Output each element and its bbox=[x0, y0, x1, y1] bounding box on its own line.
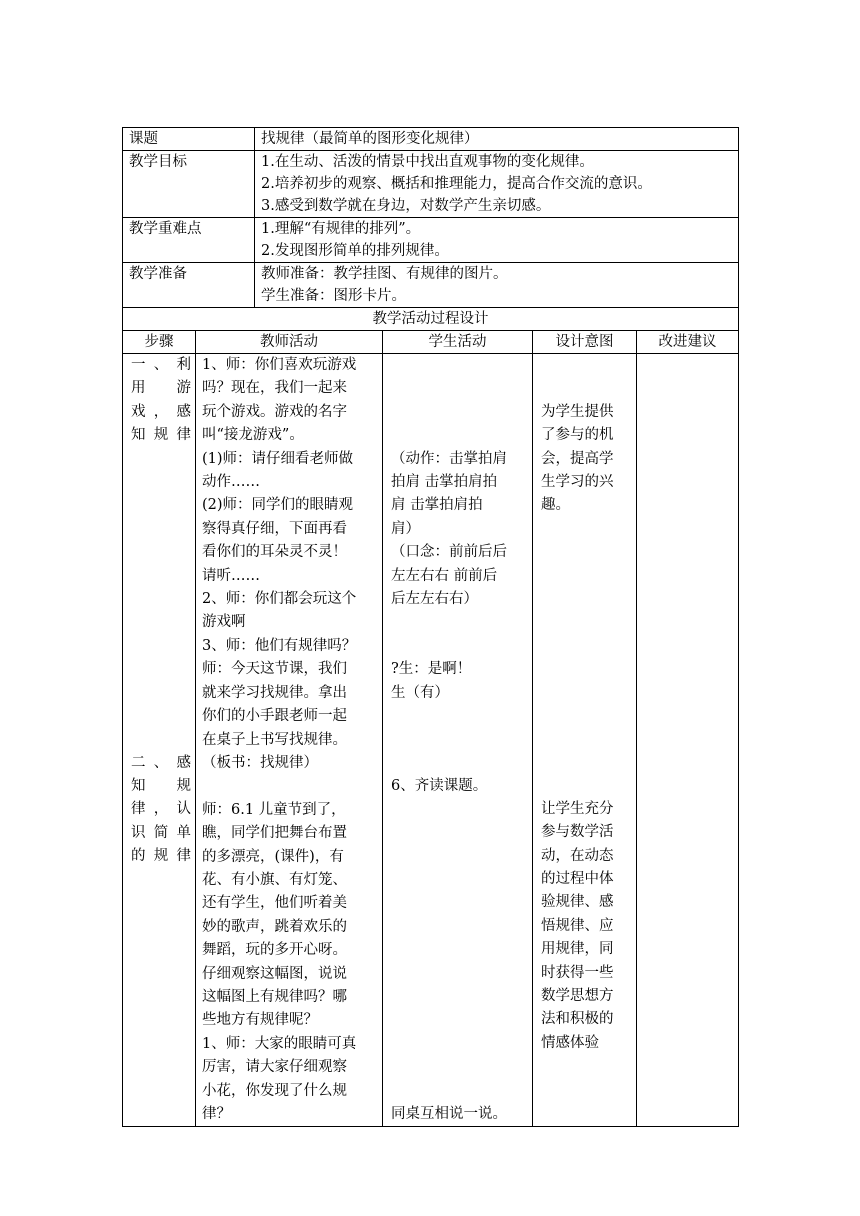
key-row bbox=[123, 218, 739, 263]
process-title: 教学活动过程设计 bbox=[123, 308, 739, 331]
student-cell bbox=[383, 354, 533, 1127]
header-intent: 设计意图 bbox=[533, 331, 637, 354]
prep-label: 教学准备 bbox=[123, 263, 255, 308]
teacher-line: 1、师：你们喜欢玩游戏 bbox=[202, 357, 357, 373]
student-line: ?生：是啊！ bbox=[391, 661, 472, 678]
teacher-line: 厉害，请大家仔细观察 bbox=[202, 1059, 347, 1076]
prep-item: 学生准备：图形卡片。 bbox=[261, 288, 406, 304]
teacher-line: 察得真仔细，下面再看 bbox=[202, 520, 347, 537]
teacher-line: 动作…… bbox=[202, 474, 260, 491]
key-label: 教学重难点 bbox=[123, 218, 255, 263]
topic-value: 找规律（最简单的图形变化规律） bbox=[255, 128, 739, 151]
teacher-line: 3、师：他们有规律吗？ bbox=[202, 637, 357, 654]
key-cell bbox=[255, 218, 739, 263]
teacher-line: (2)师：同学们的眼睛观 bbox=[202, 497, 354, 514]
header-teacher: 教师活动 bbox=[196, 331, 383, 354]
student-line: 肩 击掌拍肩拍 bbox=[391, 497, 483, 514]
teacher-line: 玩个游戏。游戏的名字 bbox=[202, 403, 347, 420]
teacher-line: 小花，你发现了什么规 bbox=[202, 1082, 347, 1099]
intent-line: 趣。 bbox=[541, 497, 570, 514]
teacher-line: 1、师：大家的眼睛可真 bbox=[202, 1035, 357, 1052]
teacher-line: 律？ bbox=[202, 1105, 231, 1122]
student-line: 6、齐读课题。 bbox=[391, 778, 488, 795]
student-line: （动作：击掌拍肩 bbox=[391, 450, 507, 467]
intent-line: 情感体验 bbox=[541, 1034, 599, 1051]
intent-line: 生学习的兴 bbox=[541, 474, 614, 490]
goals-row bbox=[123, 151, 739, 218]
goal-item: 2.培养初步的观察、概括和推理能力，提高合作交流的意识。 bbox=[261, 176, 652, 192]
teacher-line: 妙的歌声，跳着欢乐的 bbox=[202, 918, 347, 935]
prep-item: 教师准备：教学挂图、有规律的图片。 bbox=[261, 266, 508, 282]
step-line: 戏，感 bbox=[131, 403, 191, 420]
teacher-line: 你们的小手跟老师一起 bbox=[202, 708, 347, 725]
step-line: 二、感 bbox=[131, 754, 191, 771]
teacher-line: 还有学生，他们听着美 bbox=[202, 895, 347, 912]
teacher-line: 仔细观察这幅图，说说 bbox=[202, 965, 347, 982]
goal-item: 1.在生动、活泼的情景中找出直观事物的变化规律。 bbox=[261, 154, 594, 170]
teacher-line: 吗？现在，我们一起来 bbox=[202, 380, 347, 397]
intent-line: 为学生提供 bbox=[541, 403, 614, 420]
student-line: 左左右右 前前后 bbox=[391, 567, 498, 584]
teacher-line: 游戏啊 bbox=[202, 614, 246, 631]
step-line: 律，认 bbox=[131, 801, 191, 818]
header-step: 步骤 bbox=[123, 331, 196, 354]
teacher-line: 师：6.1 儿童节到了， bbox=[202, 801, 346, 818]
teacher-line: 这幅图上有规律吗？哪 bbox=[202, 988, 347, 1005]
teacher-line: 的多漂亮，(课件)，有 bbox=[202, 848, 344, 865]
prep-row bbox=[123, 263, 739, 308]
teacher-line: 些地方有规律呢？ bbox=[202, 1012, 318, 1029]
teacher-line: （板书：找规律） bbox=[202, 754, 318, 771]
suggest-cell bbox=[637, 354, 739, 1127]
teacher-line: 请听…… bbox=[202, 567, 260, 584]
student-line: 后左左右右） bbox=[391, 591, 478, 608]
teacher-line: 师：今天这节课，我们 bbox=[202, 661, 347, 678]
intent-line: 了参与的机 bbox=[541, 427, 614, 444]
step-line: 用 游 bbox=[131, 380, 191, 397]
intent-line: 参与数学活 bbox=[541, 824, 614, 841]
teacher-line: 瞧，同学们把舞台布置 bbox=[202, 825, 347, 842]
intent-line: 让学生充分 bbox=[541, 800, 614, 817]
step-line: 识简单 bbox=[131, 824, 191, 841]
intent-line: 会，提高学 bbox=[541, 450, 614, 467]
teacher-line: 花、有小旗、有灯笼、 bbox=[202, 871, 347, 888]
student-line: （口念：前前后后 bbox=[391, 544, 507, 561]
step-line: 一、利 bbox=[131, 357, 191, 373]
header-student: 学生活动 bbox=[383, 331, 533, 354]
topic-label: 课题 bbox=[123, 128, 255, 151]
teacher-line: 舞蹈，玩的多开心呀。 bbox=[202, 942, 347, 959]
teacher-line: 就来学习找规律。拿出 bbox=[202, 684, 347, 701]
intent-line: 的过程中体 bbox=[541, 871, 614, 888]
topic-row bbox=[123, 128, 739, 151]
step-line: 知规律 bbox=[131, 427, 191, 444]
step-line: 的规律 bbox=[131, 848, 191, 865]
lesson-table bbox=[122, 127, 739, 1127]
intent-line: 时获得一些 bbox=[541, 964, 614, 981]
process-body-row bbox=[123, 354, 739, 1127]
teacher-line: 看你们的耳朵灵不灵！ bbox=[202, 544, 347, 561]
student-line: 同桌互相说一说。 bbox=[391, 1105, 507, 1122]
intent-line: 动，在动态 bbox=[541, 847, 614, 864]
student-line: 生（有） bbox=[391, 684, 449, 701]
header-suggest: 改进建议 bbox=[637, 331, 739, 354]
process-title-row bbox=[123, 308, 739, 331]
key-item: 2.发现图形简单的排列规律。 bbox=[261, 243, 449, 259]
teacher-line: 叫“接龙游戏”。 bbox=[202, 427, 304, 444]
teacher-line: 在桌子上书写找规律。 bbox=[202, 731, 347, 748]
intent-line: 验规律、感 bbox=[541, 894, 614, 911]
intent-line: 用规律，同 bbox=[541, 941, 614, 958]
prep-cell bbox=[255, 263, 739, 308]
goal-item: 3.感受到数学就在身边，对数学产生亲切感。 bbox=[261, 198, 551, 214]
lesson-plan bbox=[122, 127, 738, 1127]
intent-cell bbox=[533, 354, 637, 1127]
teacher-line: (1)师：请仔细看老师做 bbox=[202, 450, 354, 467]
key-item: 1.理解“有规律的排列”。 bbox=[261, 221, 421, 237]
teacher-cell bbox=[196, 354, 383, 1127]
step-cell bbox=[123, 354, 196, 1127]
intent-line: 悟规律、应 bbox=[541, 917, 614, 934]
goals-cell bbox=[255, 151, 739, 218]
student-line: 肩） bbox=[391, 520, 420, 537]
goals-label: 教学目标 bbox=[123, 151, 255, 218]
step-line: 知 规 bbox=[131, 778, 191, 795]
header-row bbox=[123, 331, 739, 354]
teacher-line: 2、师：你们都会玩这个 bbox=[202, 591, 357, 608]
student-line: 拍肩 击掌拍肩拍 bbox=[391, 474, 498, 490]
intent-line: 数学思想方 bbox=[541, 988, 614, 1005]
intent-line: 法和积极的 bbox=[541, 1011, 614, 1028]
